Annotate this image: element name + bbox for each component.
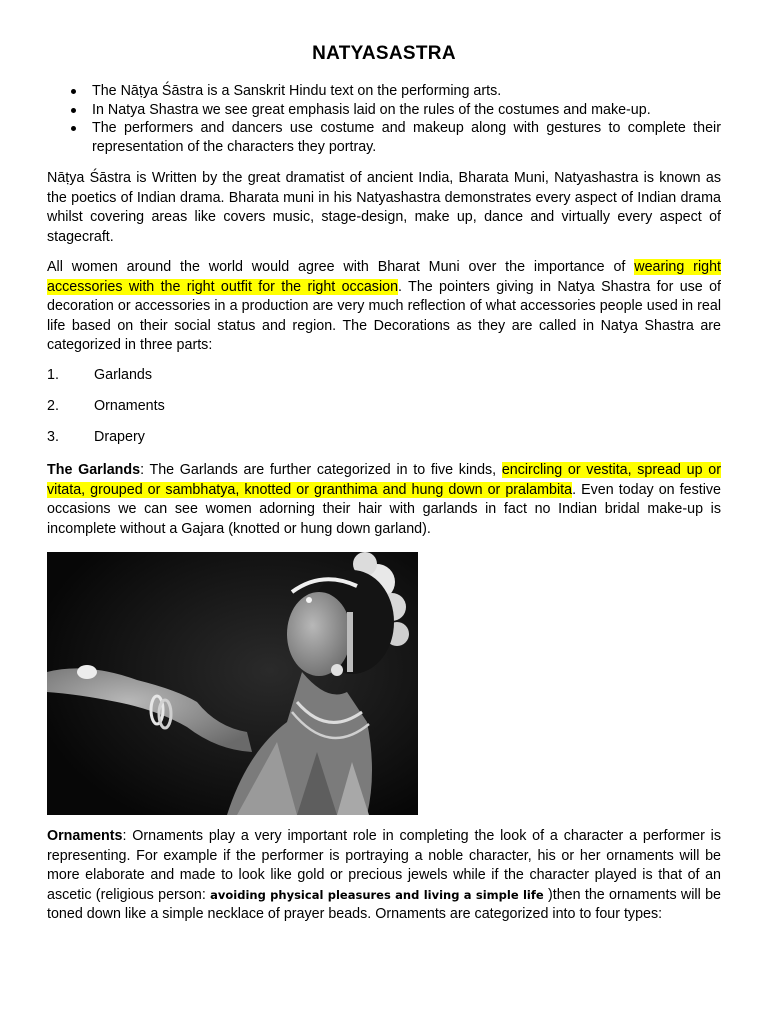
list-text: Garlands: [94, 367, 153, 383]
list-number: 3.: [47, 429, 59, 445]
bullet-item: The Nāṭya Śāstra is a Sanskrit Hindu text on the performing arts.: [47, 82, 721, 101]
intro-bullet-list: [47, 82, 721, 156]
intro-paragraph: Nāṭya Śāstra is Written by the great dramatist of ancient India, Bharata Muni, Natyashastra is known as the poetics of Indian drama. Bharata muni in his Natyashastra demonstrates every aspect of Indian drama whilst covering areas like covers music, stage-design, make up, dance and virtually every aspect of stagecraft.: [47, 170, 721, 245]
bullet-item: In Natya Shastra we see great emphasis laid on the rules of the costumes and make-up.: [47, 101, 721, 120]
garlands-text-end: . Even today on festive occasions we can see women adorning their hair with garlands in fact no Indian bridal make-up is incomplete without a Gajara (knotted or hung down garland).: [47, 481, 721, 537]
garlands-heading: The Garlands: [47, 462, 141, 478]
list-text: Ornaments: [94, 398, 165, 414]
list-item: [47, 367, 152, 387]
list-item: [47, 429, 145, 449]
decorations-paragraph: [47, 258, 721, 356]
highlighted-phrase: encircling or vestita, spread up or vitata, grouped or sambhatya, knotted or granthima and hung down or pralambita: [47, 462, 721, 498]
decorations-text-end: . The pointers giving in Natya Shastra for use of decoration or accessories in a production are very much reflection of what accessories people used in real life based on their social status and region. The Decorations as they are called in Natya Shastra are categorized in three parts:: [47, 278, 721, 353]
garlands-paragraph: [47, 461, 721, 539]
decorations-text-start: All women around the world would agree with Bharat Muni over the importance of: [47, 259, 635, 275]
list-number: 2.: [47, 398, 59, 414]
highlighted-phrase: wearing right accessories with the right outfit for the right occasion: [47, 259, 721, 295]
bullet-item: The performers and dancers use costume and makeup along with gestures to complete their representation of the characters they portray.: [47, 119, 721, 156]
ornaments-paragraph: [47, 827, 721, 925]
list-item: [47, 398, 165, 418]
list-number: 1.: [47, 367, 59, 383]
dancer-photo: [47, 552, 418, 815]
document-title: NATYASASTRA: [312, 43, 456, 64]
garlands-text-start: : The Garlands are further categorized in to five kinds,: [140, 462, 502, 478]
list-text: Drapery: [94, 429, 145, 445]
ornaments-text-start: : Ornaments play a very important role in completing the look of a character a performer is representing. For example if the performer is portraying a noble character, his or her ornaments will be more elaborate and made to look like gold or precious jewels while if the character played is that of an ascetic (religious person:: [47, 828, 721, 903]
ornaments-heading: Ornaments: [47, 828, 123, 844]
ascetic-definition: avoiding physical pleasures and living a simple life: [210, 887, 544, 902]
dancer-illustration: [47, 552, 418, 815]
ornaments-text-end: )then the ornaments will be toned down like a simple necklace of prayer beads. Ornaments are categorized into to four types:: [47, 886, 721, 922]
